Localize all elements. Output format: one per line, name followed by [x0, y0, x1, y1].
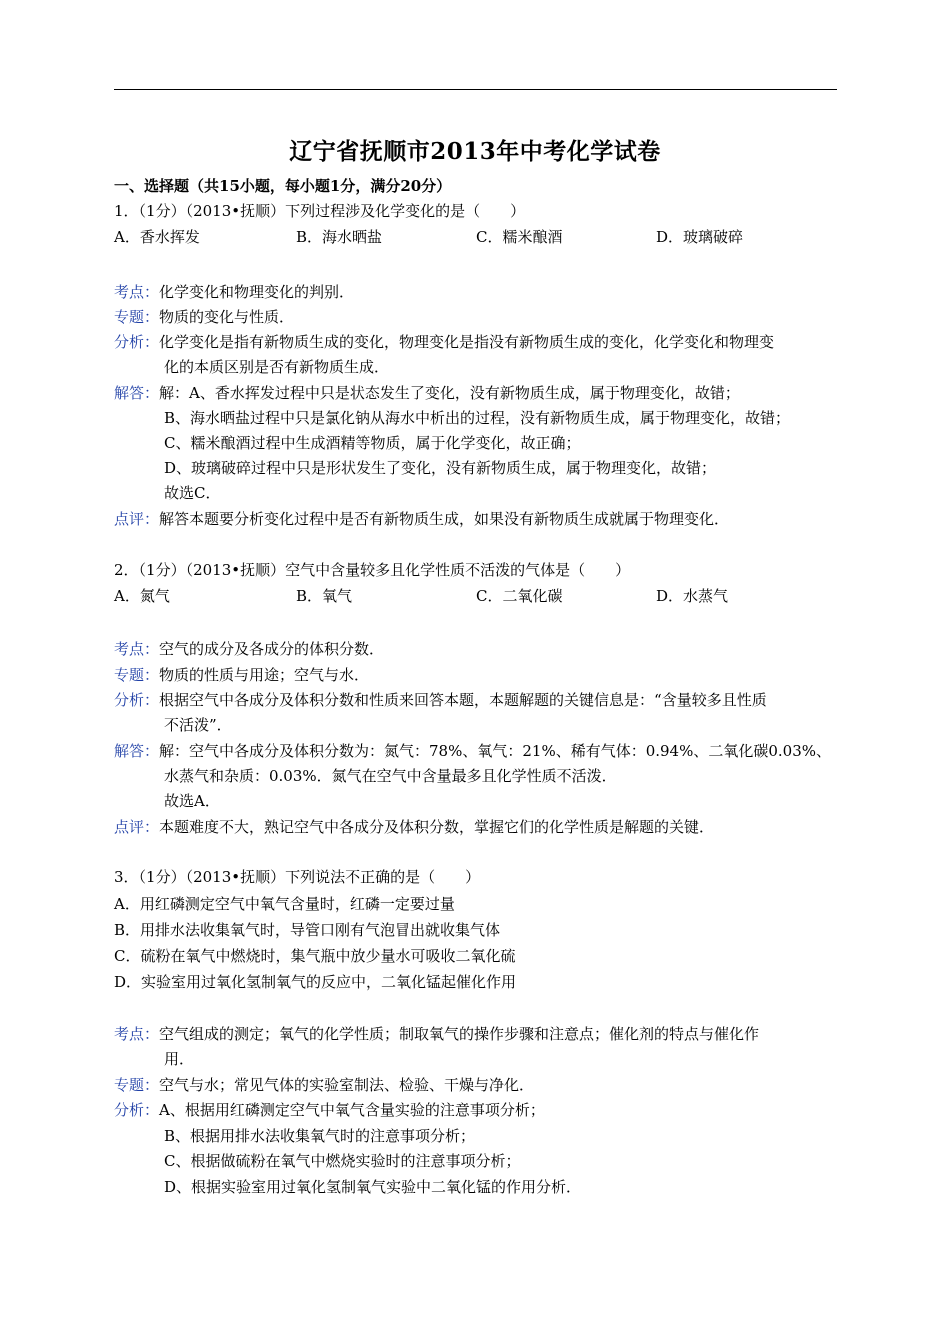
q1-option-b: B．海水晒盐 [296, 228, 383, 246]
q2-option-d: D．水蒸气 [656, 587, 729, 605]
q2-kaodian: 考点：空气的成分及各成分的体积分数． [114, 640, 385, 658]
q3-option-c: C．硫粉在氧气中燃烧时，集气瓶中放少量水可吸收二氧化硫 [114, 947, 516, 965]
q3-kaodian: 考点：空气组成的测定；氧气的化学性质；制取氧气的操作步骤和注意点；催化剂的特点与催化作 [114, 1025, 760, 1043]
q3-fenxi: 分析：A、根据用红磷测定空气中氧气含量实验的注意事项分析； [114, 1101, 545, 1119]
q1-jieda: 解答：解：A、香水挥发过程中只是状态发生了变化，没有新物质生成，属于物理变化，故错； [114, 384, 740, 402]
dianping-label: 点评： [114, 510, 160, 528]
page-title: 辽宁省抚顺市2013年中考化学试卷 [289, 138, 661, 165]
q1-fenxi-line2: 化的本质区别是否有新物质生成． [164, 358, 390, 376]
q2-jieda: 解答：解：空气中各成分及体积分数为：氮气：78%、氧气：21%、稀有气体：0.94%、二氧化碳0.03%、 [114, 742, 832, 760]
q2-fenxi: 分析：根据空气中各成分及体积分数和性质来回答本题，本题解题的关键信息是：“含量较多且性质 [114, 691, 767, 709]
q1-option-d: D．玻璃破碎 [656, 228, 744, 246]
q1-option-c: C．糯米酿酒 [476, 228, 563, 246]
q1-zhuanti: 专题：物质的变化与性质． [114, 308, 295, 326]
q3-option-a: A．用红磷测定空气中氧气含量时，红磷一定要过量 [114, 895, 455, 913]
kaodian-label: 考点： [114, 283, 160, 301]
q1-stem: 1．（1分）（2013•抚顺）下列过程涉及化学变化的是（ ） [114, 202, 526, 220]
q2-dianping: 点评：本题难度不大，熟记空气中各成分及体积分数，掌握它们的化学性质是解题的关键． [114, 818, 715, 836]
q2-option-c: C．二氧化碳 [476, 587, 563, 605]
jieda-label: 解答： [114, 384, 160, 402]
q3-zhuanti: 专题：空气与水；常见气体的实验室制法、检验、干燥与净化． [114, 1076, 535, 1094]
q2-option-a: A．氮气 [114, 587, 170, 605]
q3-option-d: D．实验室用过氧化氢制氧气的反应中，二氧化锰起催化作用 [114, 973, 517, 991]
q1-jieda-line3: C、糯米酿酒过程中生成酒精等物质，属于化学变化，故正确； [164, 434, 581, 452]
zhuanti-label: 专题： [114, 308, 160, 326]
q1-kaodian: 考点：化学变化和物理变化的判别． [114, 283, 355, 301]
q1-jieda-line4: D、玻璃破碎过程中只是形状发生了变化，没有新物质生成，属于物理变化，故错； [164, 459, 717, 477]
q2-options [114, 586, 837, 606]
q3-fenxi-line4: D、根据实验室用过氧化氢制氧气实验中二氧化锰的作用分析． [164, 1178, 582, 1196]
q3-fenxi-line2: B、根据用排水法收集氧气时的注意事项分析； [164, 1127, 476, 1145]
q1-jieda-line5: 故选C． [164, 484, 221, 502]
q3-kaodian-line2: 用． [164, 1050, 195, 1068]
q1-options [114, 227, 837, 247]
header-rule [114, 89, 837, 90]
section-heading: 一、选择题（共15小题，每小题1分，满分20分） [114, 177, 452, 195]
q2-zhuanti: 专题：物质的性质与用途；空气与水． [114, 666, 370, 684]
q1-fenxi: 分析：化学变化是指有新物质生成的变化，物理变化是指没有新物质生成的变化，化学变化和物理变 [114, 333, 775, 351]
q1-jieda-line2: B、海水晒盐过程中只是氯化钠从海水中析出的过程，没有新物质生成，属于物理变化，故错； [164, 409, 791, 427]
q3-option-b: B．用排水法收集氧气时，导管口刚有气泡冒出就收集气体 [114, 921, 501, 939]
q2-jieda-line2: 水蒸气和杂质：0.03%．氮气在空气中含量最多且化学性质不活泼． [164, 767, 617, 785]
fenxi-label: 分析： [114, 333, 160, 351]
q2-jieda-line3: 故选A． [164, 792, 220, 810]
q2-fenxi-line2: 不活泼”． [164, 716, 232, 734]
q1-option-a: A．香水挥发 [114, 228, 200, 246]
q3-fenxi-line3: C、根据做硫粉在氧气中燃烧实验时的注意事项分析； [164, 1152, 521, 1170]
q1-dianping: 点评：解答本题要分析变化过程中是否有新物质生成，如果没有新物质生成就属于物理变化． [114, 510, 730, 528]
q2-stem: 2．（1分）（2013•抚顺）空气中含量较多且化学性质不活泼的气体是（ ） [114, 561, 631, 579]
q3-stem: 3．（1分）（2013•抚顺）下列说法不正确的是（ ） [114, 868, 481, 886]
q2-option-b: B．氧气 [296, 587, 353, 605]
